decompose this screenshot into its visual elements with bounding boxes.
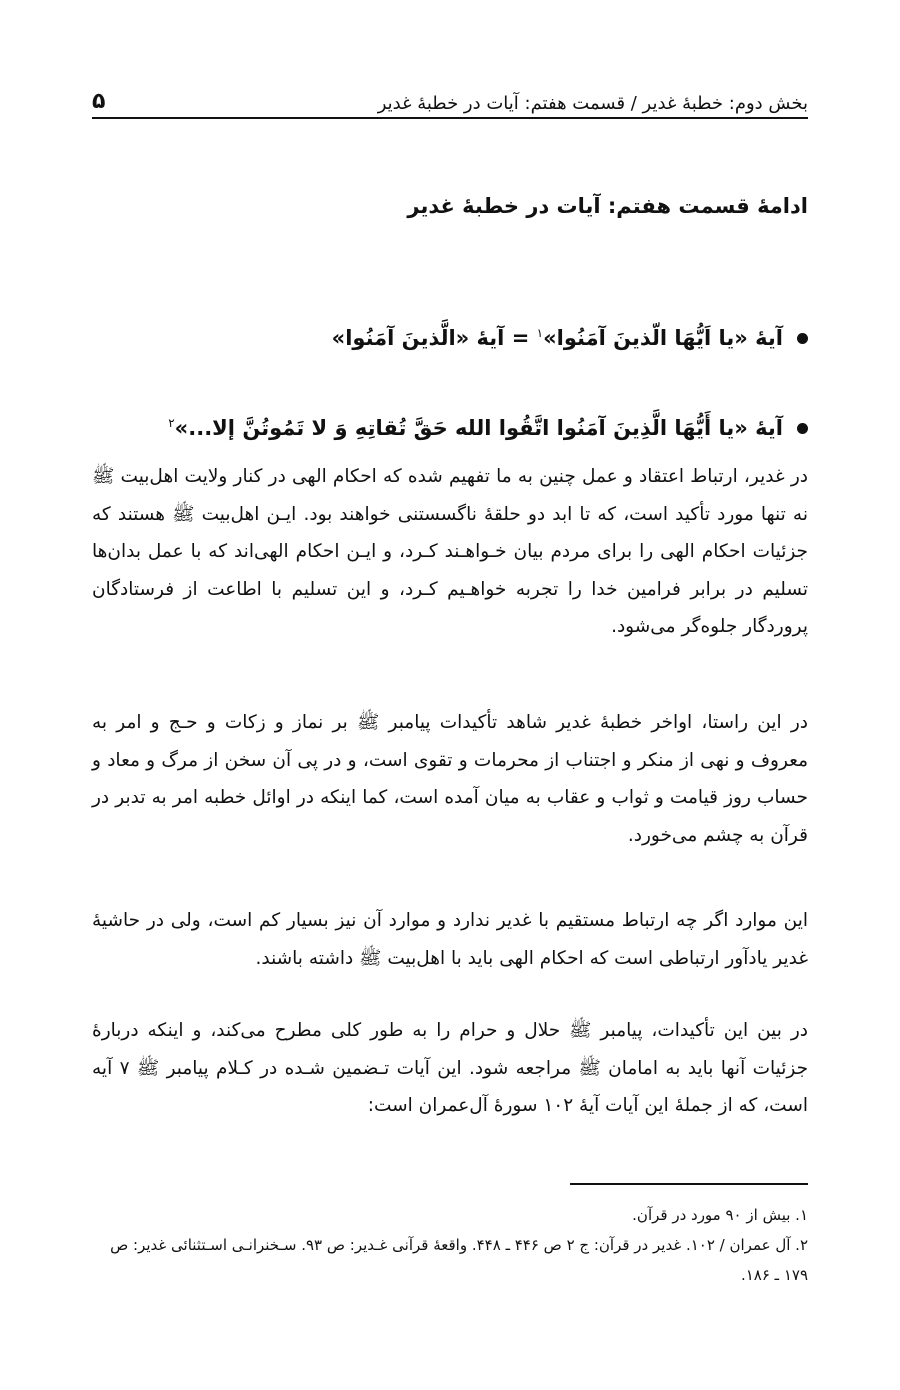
verse-bullet-1-tail: = آیهٔ «الَّذینَ آمَنُوا»: [331, 326, 537, 350]
footnote-2: ۲. آل عمران / ۱۰۲. غدیر در قرآن: ج ۲ ص ۴۴۶ ـ ۴۴۸. واقعهٔ قرآنی غـدیر: ص ۹۳. سـخنرانـی اسـتثنائی غدیر: ص ۱۷۹ ـ ۱۸۶.: [110, 1236, 808, 1284]
footnote-ref-2: ۲: [168, 416, 175, 430]
bullet-dot-icon: [797, 333, 808, 344]
running-header: [92, 74, 808, 114]
verse-bullet-1: [92, 326, 808, 350]
section-title: ادامهٔ قسمت هفتم: آیات در خطبهٔ غدیر: [407, 194, 808, 218]
footnote-ref-1: ۱: [536, 326, 544, 340]
body-paragraph-4: در بین این تأکیدات، پیامبر ﷺ حلال و حرام را به طور کلی مطرح می‌کند، و اینکه دربارهٔ جزئیات آنها باید به امامان ﷺ مراجعه شود. این آیات تـضمین شـده در کـلام پیامبر ﷺ ۷ آیه است، که از جملهٔ این آیات آیهٔ ۱۰۲ سورهٔ آل‌عمران است:: [92, 1020, 808, 1117]
body-paragraph-1: در غدیر، ارتباط اعتقاد و عمل چنین به ما تفهیم شده که احکام الهی در کنار ولایت اهل‌بیت ﷺ نه تنها مورد تأکید است، که تا ابد دو حلقهٔ ناگسستنی خواهند بود. ایـن اهل‌بیت ﷺ هستند که جزئیات احکام الهی را برای مردم بیان خـواهـند کـرد، و ایـن احکام الهی‌اند که با عمل بدان‌ها تسلیم در برابر فرامین خدا را تجربه خواهـیم کـرد، و این تسلیم با اطاعت از فرستادگان پروردگار جلوه‌گر می‌شود.: [92, 466, 808, 638]
verse-bullet-2: [92, 416, 808, 440]
footnotes: [92, 1200, 808, 1290]
verse-bullet-2-text: [168, 416, 783, 440]
verse-bullet-1-main: آیهٔ «یا اَیُّهَا الّذینَ آمَنُوا»: [543, 326, 783, 350]
verse-bullet-2-main: آیهٔ «یا أَیُّهَا الَّذِینَ آمَنُوا اتَّقُوا الله حَقَّ تُقاتِهِ وَ لا تَمُوتُنَّ إلا...»: [174, 416, 783, 440]
header-divider: [92, 117, 808, 119]
page-number: ۵: [92, 89, 106, 114]
bullet-dot-icon: [797, 423, 808, 434]
body-paragraph-3: این موارد اگر چه ارتباط مستقیم با غدیر ندارد و موارد آن نیز بسیار کم است، ولی در حاشیهٔ غدیر یادآور ارتباطی است که احکام الهی باید با اهل‌بیت ﷺ داشته باشند.: [92, 910, 808, 969]
footnote-1: ۱. بیش از ۹۰ مورد در قرآن.: [632, 1206, 808, 1224]
running-header-title: بخش دوم: خطبهٔ غدیر / قسمت هفتم: آیات در خطبهٔ غدیر: [377, 93, 808, 114]
footnote-divider: [570, 1183, 808, 1185]
body-paragraph-2: در این راستا، اواخر خطبهٔ غدیر شاهد تأکیدات پیامبر ﷺ بر نماز و زکات و حـج و امر به معروف و نهی از منکر و اجتناب از محرمات و تقوی است، و در پی آن سخن از مرگ و معاد و حساب روز قیامت و ثواب و عقاب به میان آمده است، کما اینکه در اوائل خطبه امر به تدبر در قرآن به چشم می‌خورد.: [92, 712, 808, 846]
verse-bullet-1-text: [332, 326, 783, 350]
